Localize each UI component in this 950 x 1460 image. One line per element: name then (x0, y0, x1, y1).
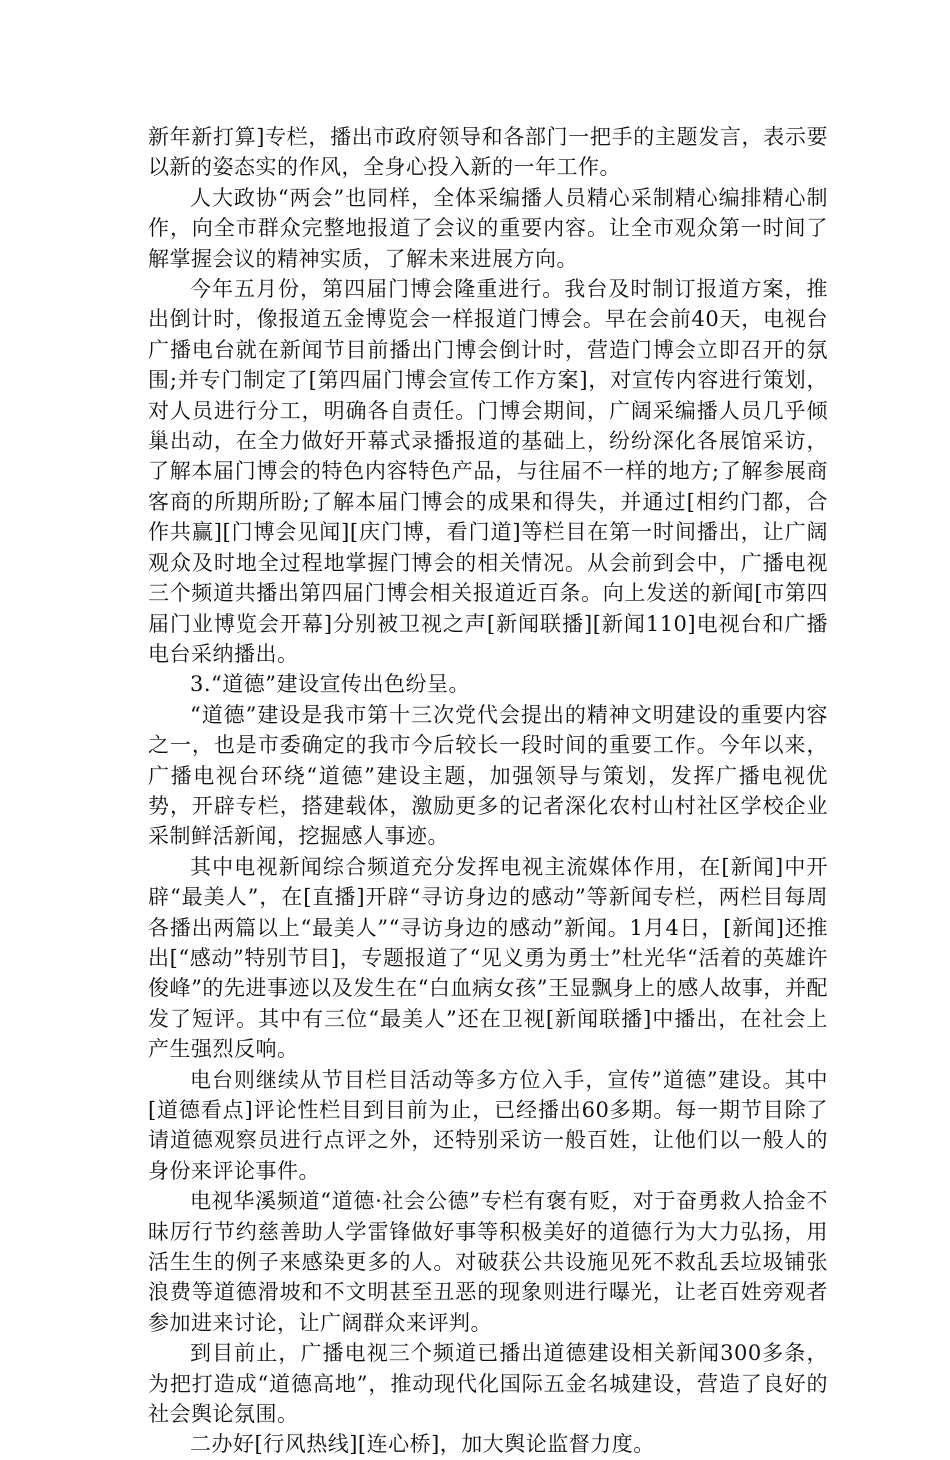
paragraph: 到目前止，广播电视三个频道已播出道德建设相关新闻300多条，为把打造成“道德高地”，推动现代化国际五金名城建设，营造了良好的社会舆论氛围。 (148, 1341, 828, 1427)
paragraph: 今年五月份，第四届门博会隆重进行。我台及时制订报道方案，推出倒计时，像报道五金博览会一样报道门博会。早在会前40天，电视台广播电台就在新闻节目前播出门博会倒计时，营造门博会立即召开的氛围;并专门制定了[第四届门博会宣传工作方案]，对宣传内容进行策划，对人员进行分工，明确各自责任。门博会期间，广阔采编播人员几乎倾巢出动，在全力做好开幕式录播报道的基础上，纷纷深化各展馆采访，了解本届门博会的特色内容特色产品，与往届不一样的地方;了解参展商客商的所期所盼;了解本届门博会的成果和得失，并通过[相约门都，合作共赢][门博会见闻][庆门博，看门道]等栏目在第一时间播出，让广阔观众及时地全过程地掌握门博会的相关情况。从会前到会中，广播电视三个频道共播出第四届门博会相关报道近百条。向上发送的新闻[市第四届门业博览会开幕]分别被卫视之声[新闻联播][新闻110]电视台和广播电台采纳播出。 (148, 277, 828, 666)
section-heading: 3.“道德”建设宣传出色纷呈。 (190, 672, 471, 697)
document-body (148, 122, 828, 1460)
paragraph: “道德”建设是我市第十三次党代会提出的精神文明建设的重要内容之一，也是市委确定的我市今后较长一段时间的重要工作。今年以来，广播电视台环绕“道德”建设主题，加强领导与策划，发挥广播电视优势，开辟专栏，搭建载体，激励更多的记者深化农村山村社区学校企业采制鲜活新闻，挖掘感人事迹。 (148, 702, 828, 849)
paragraph: 其中电视新闻综合频道充分发挥电视主流媒体作用，在[新闻]中开辟“最美人”，在[直播]开辟“寻访身边的感动”等新闻专栏，两栏目每周各播出两篇以上“最美人”“寻访身边的感动”新闻。1月4日，[新闻]还推出[“感动”特别节目]，专题报道了“见义勇为勇士”杜光华“活着的英雄许俊峰”的先进事迹以及发生在“白血病女孩”王显飘身上的感人故事，并配发了短评。其中有三位“最美人”还在卫视[新闻联播]中播出，在社会上产生强烈反响。 (148, 854, 828, 1062)
paragraph: 电视华溪频道“道德·社会公德”专栏有褒有贬，对于奋勇救人拾金不昧厉行节约慈善助人学雷锋做好事等积极美好的道德行为大力弘扬，用活生生的例子来感染更多的人。对破获公共设施见死不救乱丢垃圾铺张浪费等道德滑坡和不文明甚至丑恶的现象则进行曝光，让老百姓旁观者参加进来讨论，让广阔群众来评判。 (148, 1189, 828, 1335)
section-heading: 二办好[行风热线][连心桥]，加大舆论监督力度。 (190, 1432, 655, 1457)
paragraph: 新年新打算]专栏，播出市政府领导和各部门一把手的主题发言，表示要以新的姿态实的作风，全身心投入新的一年工作。 (148, 125, 828, 180)
paragraph: 人大政协“两会”也同样，全体采编播人员精心采制精心编排精心制作，向全市群众完整地报道了会议的重要内容。让全市观众第一时间了解掌握会议的精神实质，了解未来进展方向。 (148, 185, 828, 271)
paragraph: 电台则继续从节目栏目活动等多方位入手，宣传”道德”建设。其中[道德看点]评论性栏目到目前为止，已经播出60多期。每一期节目除了请道德观察员进行点评之外，还特别采访一般百姓，让他们以一般人的身份来评论事件。 (148, 1067, 828, 1183)
